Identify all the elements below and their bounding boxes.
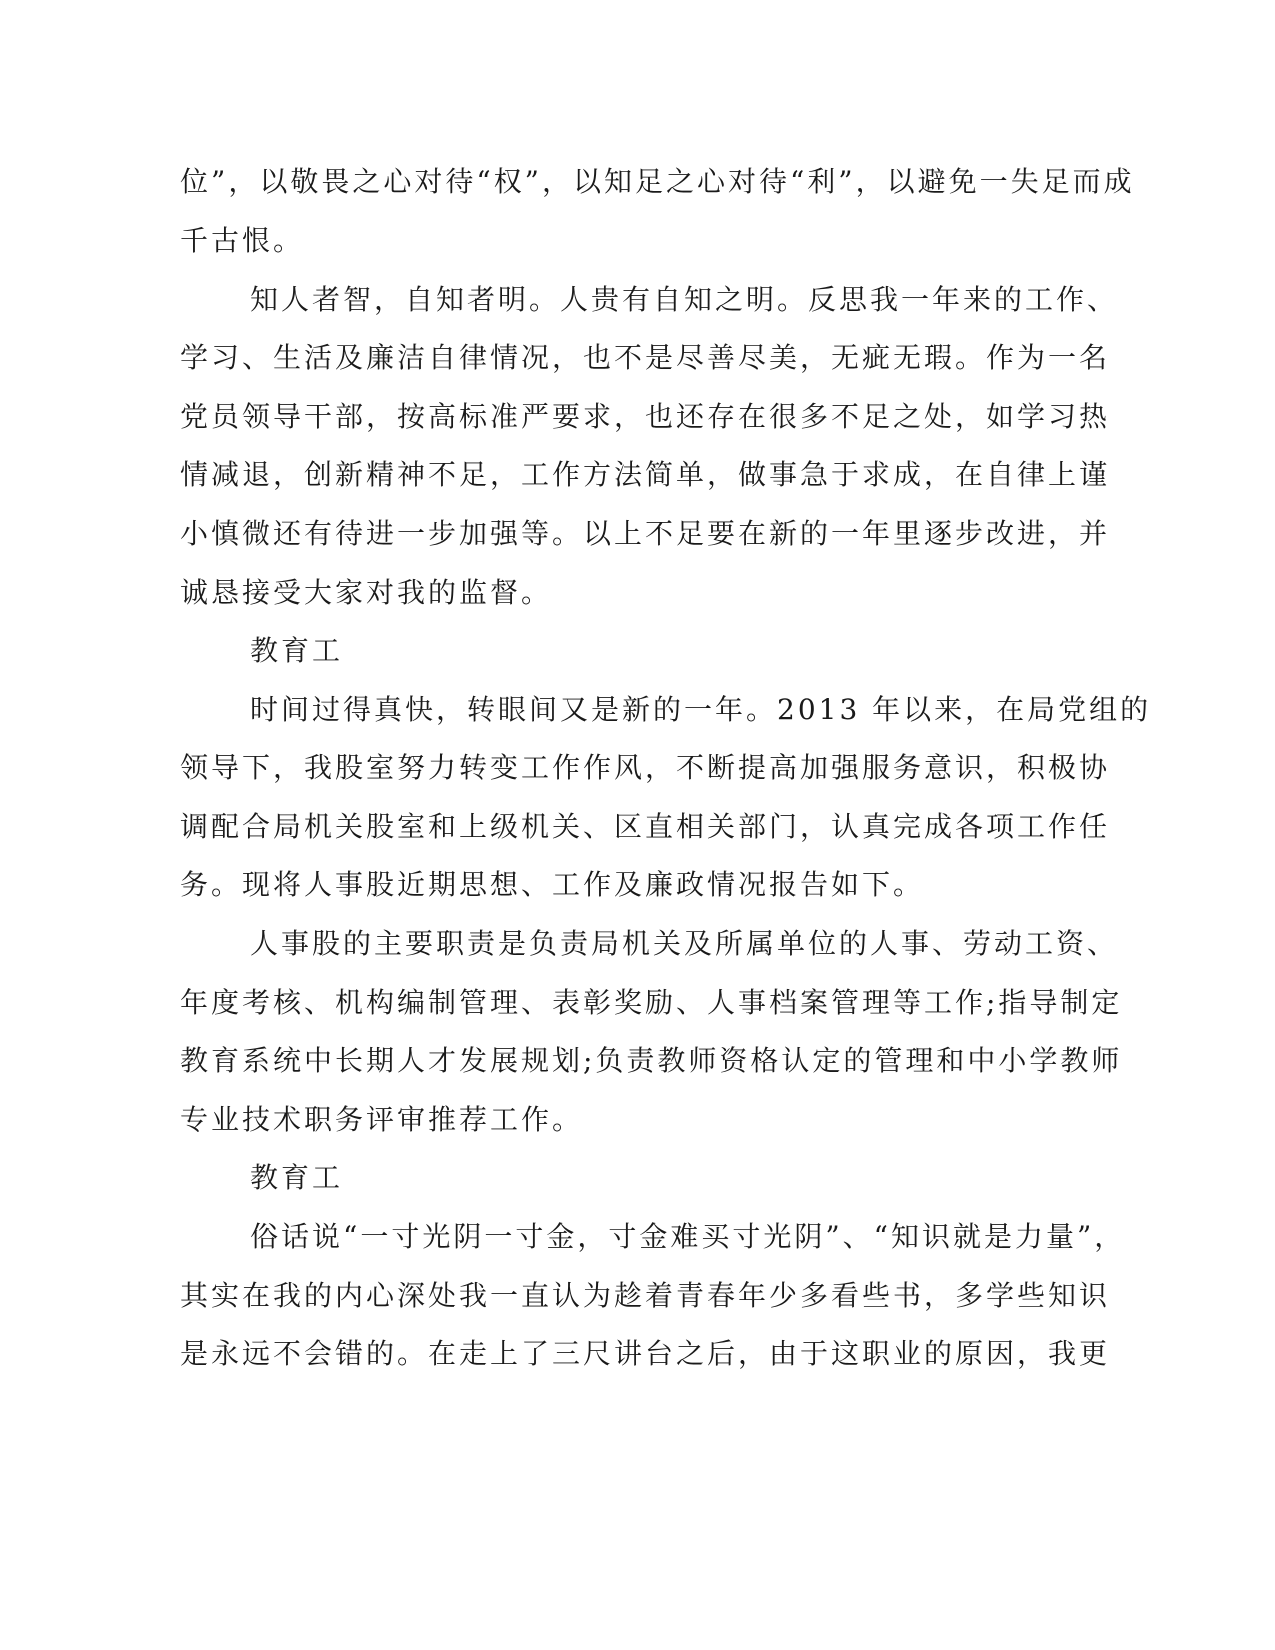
text-line: 诚恳接受大家对我的监督。 xyxy=(180,576,553,609)
text-line: 位”，以敬畏之心对待“权”，以知足之心对待“利”，以避免一失足而成 xyxy=(180,165,1135,198)
text-line: 千古恨。 xyxy=(180,224,305,257)
paragraph-first-line: 人事股的主要职责是负责局机关及所属单位的人事、劳动工资、 xyxy=(250,927,1119,960)
text-line: 年度考核、机构编制管理、表彰奖励、人事档案管理等工作;指导制定 xyxy=(180,986,1123,1019)
paragraph-first-line: 俗话说“一寸光阴一寸金，寸金难买寸光阴”、“知识就是力量”， xyxy=(250,1220,1126,1253)
text-line: 教育系统中长期人才发展规划;负责教师资格认定的管理和中小学教师 xyxy=(180,1044,1123,1077)
text-line: 小慎微还有待进一步加强等。以上不足要在新的一年里逐步改进，并 xyxy=(180,517,1111,550)
section-heading: 教育工 xyxy=(250,1161,344,1194)
text-line: 是永远不会错的。在走上了三尺讲台之后，由于这职业的原因，我更 xyxy=(180,1337,1111,1370)
text-line: 专业技术职务评审推荐工作。 xyxy=(180,1103,584,1136)
paragraph-first-line: 知人者智，自知者明。人贵有自知之明。反思我一年来的工作、 xyxy=(250,283,1119,316)
text-line: 党员领导干部，按高标准严要求，也还存在很多不足之处，如学习热 xyxy=(180,400,1111,433)
text-line: 学习、生活及廉洁自律情况，也不是尽善尽美，无疵无瑕。作为一名 xyxy=(180,341,1111,374)
section-heading: 教育工 xyxy=(250,634,344,667)
text-line: 调配合局机关股室和上级机关、区直相关部门，认真完成各项工作任 xyxy=(180,810,1111,843)
text-line: 其实在我的内心深处我一直认为趁着青春年少多看些书，多学些知识 xyxy=(180,1279,1111,1312)
text-line: 领导下，我股室努力转变工作作风，不断提高加强服务意识，积极协 xyxy=(180,751,1111,784)
text-line: 情减退，创新精神不足，工作方法简单，做事急于求成，在自律上谨 xyxy=(180,458,1111,491)
text-line: 务。现将人事股近期思想、工作及廉政情况报告如下。 xyxy=(180,868,925,901)
paragraph-first-line: 时间过得真快，转眼间又是新的一年。2013 年以来，在局党组的 xyxy=(250,693,1152,726)
